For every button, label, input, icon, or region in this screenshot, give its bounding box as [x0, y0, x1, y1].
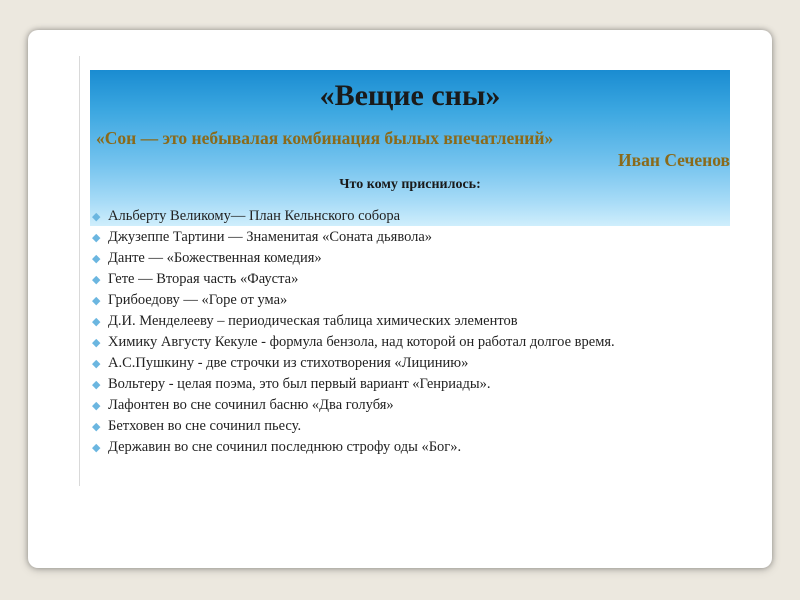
dream-list	[90, 208, 730, 460]
list-item	[90, 229, 730, 246]
diamond-bullet-icon: ◆	[92, 211, 101, 223]
diamond-bullet-icon: ◆	[92, 400, 101, 412]
diamond-bullet-icon: ◆	[92, 316, 101, 328]
list-item-text: Вольтеру - целая поэма, это был первый вариант «Генриады».	[108, 376, 491, 392]
list-item	[90, 250, 730, 267]
diamond-bullet-icon: ◆	[92, 232, 101, 244]
list-item-text: Державин во сне сочинил последнюю строфу оды «Бог».	[108, 439, 462, 455]
slide-left-rule	[79, 56, 80, 486]
list-item-text: Джузеппе Тартини — Знаменитая «Соната дьявола»	[108, 229, 433, 245]
diamond-bullet-icon: ◆	[92, 421, 101, 433]
list-item	[90, 271, 730, 288]
list-item-text: Д.И. Менделееву – периодическая таблица химических элементов	[108, 313, 518, 329]
diamond-bullet-icon: ◆	[92, 358, 101, 370]
list-item	[90, 334, 730, 351]
quote-author: Иван Сеченов	[618, 150, 730, 170]
diamond-bullet-icon: ◆	[92, 274, 101, 286]
list-item-text: Грибоедову — «Горе от ума»	[108, 292, 288, 308]
diamond-bullet-icon: ◆	[92, 379, 101, 391]
list-item	[90, 292, 730, 309]
list-item-text: Бетховен во сне сочинил пьесу.	[108, 418, 302, 434]
diamond-bullet-icon: ◆	[92, 442, 101, 454]
list-item	[90, 355, 730, 372]
list-item-text: Данте — «Божественная комедия»	[108, 250, 322, 266]
list-item	[90, 208, 730, 225]
diamond-bullet-icon: ◆	[92, 253, 101, 265]
list-item-text: Химику Августу Кекуле - формула бензола, над которой он работал долгое время.	[108, 334, 615, 350]
diamond-bullet-icon: ◆	[92, 295, 101, 307]
list-item-text: А.С.Пушкину - две строчки из стихотворения «Лицинию»	[108, 355, 469, 371]
slide-title: «Вещие сны»	[319, 79, 501, 112]
list-item	[90, 313, 730, 330]
list-item-text: Гете — Вторая часть «Фауста»	[108, 271, 299, 287]
quote-text: «Сон — это небывалая комбинация былых впечатлений»	[96, 128, 554, 148]
list-item	[90, 439, 730, 456]
list-item	[90, 418, 730, 435]
list-heading: Что кому приснилось:	[339, 177, 481, 192]
diamond-bullet-icon: ◆	[92, 337, 101, 349]
list-item-text: Лафонтен во сне сочинил басню «Два голубя»	[108, 397, 394, 413]
list-item	[90, 397, 730, 414]
list-item	[90, 376, 730, 393]
list-item-text: Альберту Великому— План Кельнского собора	[108, 208, 401, 224]
